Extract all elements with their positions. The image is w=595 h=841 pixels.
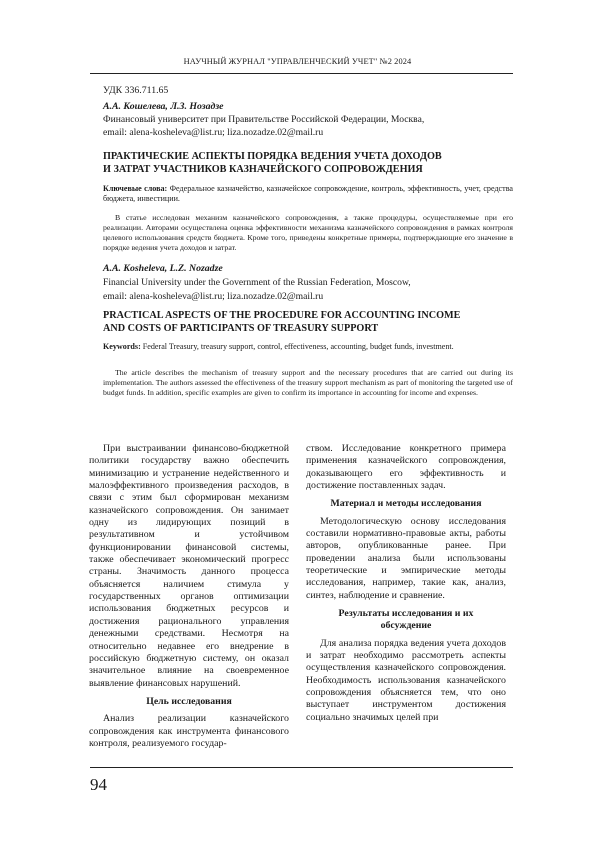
journal-header: НАУЧНЫЙ ЖУРНАЛ "УПРАВЛЕНЧЕСКИЙ УЧЕТ" №2 2024 bbox=[183, 57, 412, 66]
title-en-line1: PRACTICAL ASPECTS OF THE PROCEDURE FOR ACCOUNTING INCOME bbox=[103, 310, 461, 321]
title-ru-line1: ПРАКТИЧЕСКИЕ АСПЕКТЫ ПОРЯДКА ВЕДЕНИЯ УЧЕТА ДОХОДОВ bbox=[103, 151, 442, 162]
section-heading-results-line2: обсуждение bbox=[380, 620, 432, 632]
footer-rule bbox=[90, 767, 513, 768]
body-paragraph: Анализ реализации казначейского сопровождения как инструмента финансового контроля, реализуемого государ- bbox=[89, 713, 289, 749]
affiliation-ru: Финансовый университет при Правительстве Российской Федерации, Москва, bbox=[103, 114, 425, 125]
keywords-en-label: Keywords: bbox=[103, 342, 141, 351]
keywords-en bbox=[103, 342, 513, 352]
email-en: email: alena-kosheleva@list.ru; liza.nozadze.02@mail.ru bbox=[103, 291, 324, 302]
affiliation-en: Financial University under the Government of the Russian Federation, Moscow, bbox=[103, 277, 411, 288]
body-left-column bbox=[89, 443, 289, 750]
section-heading-results-line1: Результаты исследования и их bbox=[338, 608, 474, 620]
body-paragraph: При выстраивании финансово-бюджетной политики государству важно обеспечить минимизацию и устранение недейственного и малоэффективного произведения расходов, в связи с этим был сформирован механизм казначейского сопровождения. Он занимает одну из лидирующих позиций в результативном и устойчивом функционировании финансовой системы, также обеспечивает экономический прогресс страны. Значимость данного процесса объясняется наличием стимула у государственных органов оптимизации использования бюджетных ресурсов и достижения рационального управления денежными средствами. Несмотря на относительно недавнее его внедрение в российскую бюджетную систему, он оказал значительное влияние на своевременное выявление финансовых нарушений. bbox=[89, 443, 289, 689]
abstract-en: The article describes the mechanism of treasury support and the necessary procedures that are carried out during its implementation. The authors assessed the effectiveness of the treasury support mechanism as part of monitoring the targeted use of budget funds. In addition, specific examples are given to confirm its importance in accounting for income and expenses. bbox=[103, 368, 513, 398]
email-ru: email: alena-kosheleva@list.ru; liza.nozadze.02@mail.ru bbox=[103, 127, 324, 138]
title-en-line2: AND COSTS OF PARTICIPANTS OF TREASURY SUPPORT bbox=[103, 322, 379, 334]
title-ru-line2: И ЗАТРАТ УЧАСТНИКОВ КАЗНАЧЕЙСКОГО СОПРОВОЖДЕНИЯ bbox=[103, 163, 423, 175]
keywords-en-text: Federal Treasury, treasury support, control, effectiveness, accounting, budget funds, investment. bbox=[140, 342, 454, 351]
udk-code: УДК 336.711.65 bbox=[103, 85, 169, 96]
header-rule bbox=[90, 73, 513, 74]
body-right-column bbox=[306, 443, 506, 724]
body-paragraph: ством. Исследование конкретного примера применения казначейского сопровождения, доказывающего его эффективность и достижение поставленных задач. bbox=[306, 443, 506, 492]
page-number: 94 bbox=[90, 775, 107, 794]
section-heading-methods: Материал и методы исследования bbox=[330, 498, 482, 510]
body-paragraph: Методологическую основу исследования составили нормативно-правовые акты, работы авторов, опубликованные ранее. При проведении анализа были использованы теоретические и эмпирические методы исследования, например, такие как, анализ, синтез, наблюдение и сравнение. bbox=[306, 515, 506, 601]
keywords-ru bbox=[103, 184, 513, 205]
keywords-ru-label: Ключевые слова: bbox=[103, 184, 168, 193]
title-en bbox=[103, 310, 513, 336]
body-paragraph: Для анализа порядка ведения учета доходов и затрат необходимо рассмотреть аспекты осуществления казначейского сопровождения. Необходимость использования казначейского сопровождения объясняется тем, что оно выступает инструментом достижения социально значимых целей при bbox=[306, 637, 506, 723]
abstract-ru: В статье исследован механизм казначейского сопровождения, а также процедуры, осуществляемые при его реализации. Авторами осуществлена оценка эффективности механизма казначейского сопровождения в рамках контроля целевого использования средств бюджета. Кроме того, приведены конкретные примеры, подтверждающие его значение в порядке ведения учета доходов и затрат. bbox=[103, 213, 513, 253]
authors-en: A.A. Kosheleva, L.Z. Nozadze bbox=[103, 263, 223, 274]
title-ru bbox=[103, 151, 513, 177]
section-heading-results bbox=[306, 608, 506, 633]
authors-ru: А.А. Кошелева, Л.З. Нозадзе bbox=[103, 101, 224, 112]
keywords-ru-text: Федеральное казначейство, казначейское сопровождение, контроль, эффективность, учет, средства бюджета, инвестиции. bbox=[103, 184, 513, 204]
section-heading-goal: Цель исследования bbox=[146, 695, 232, 707]
